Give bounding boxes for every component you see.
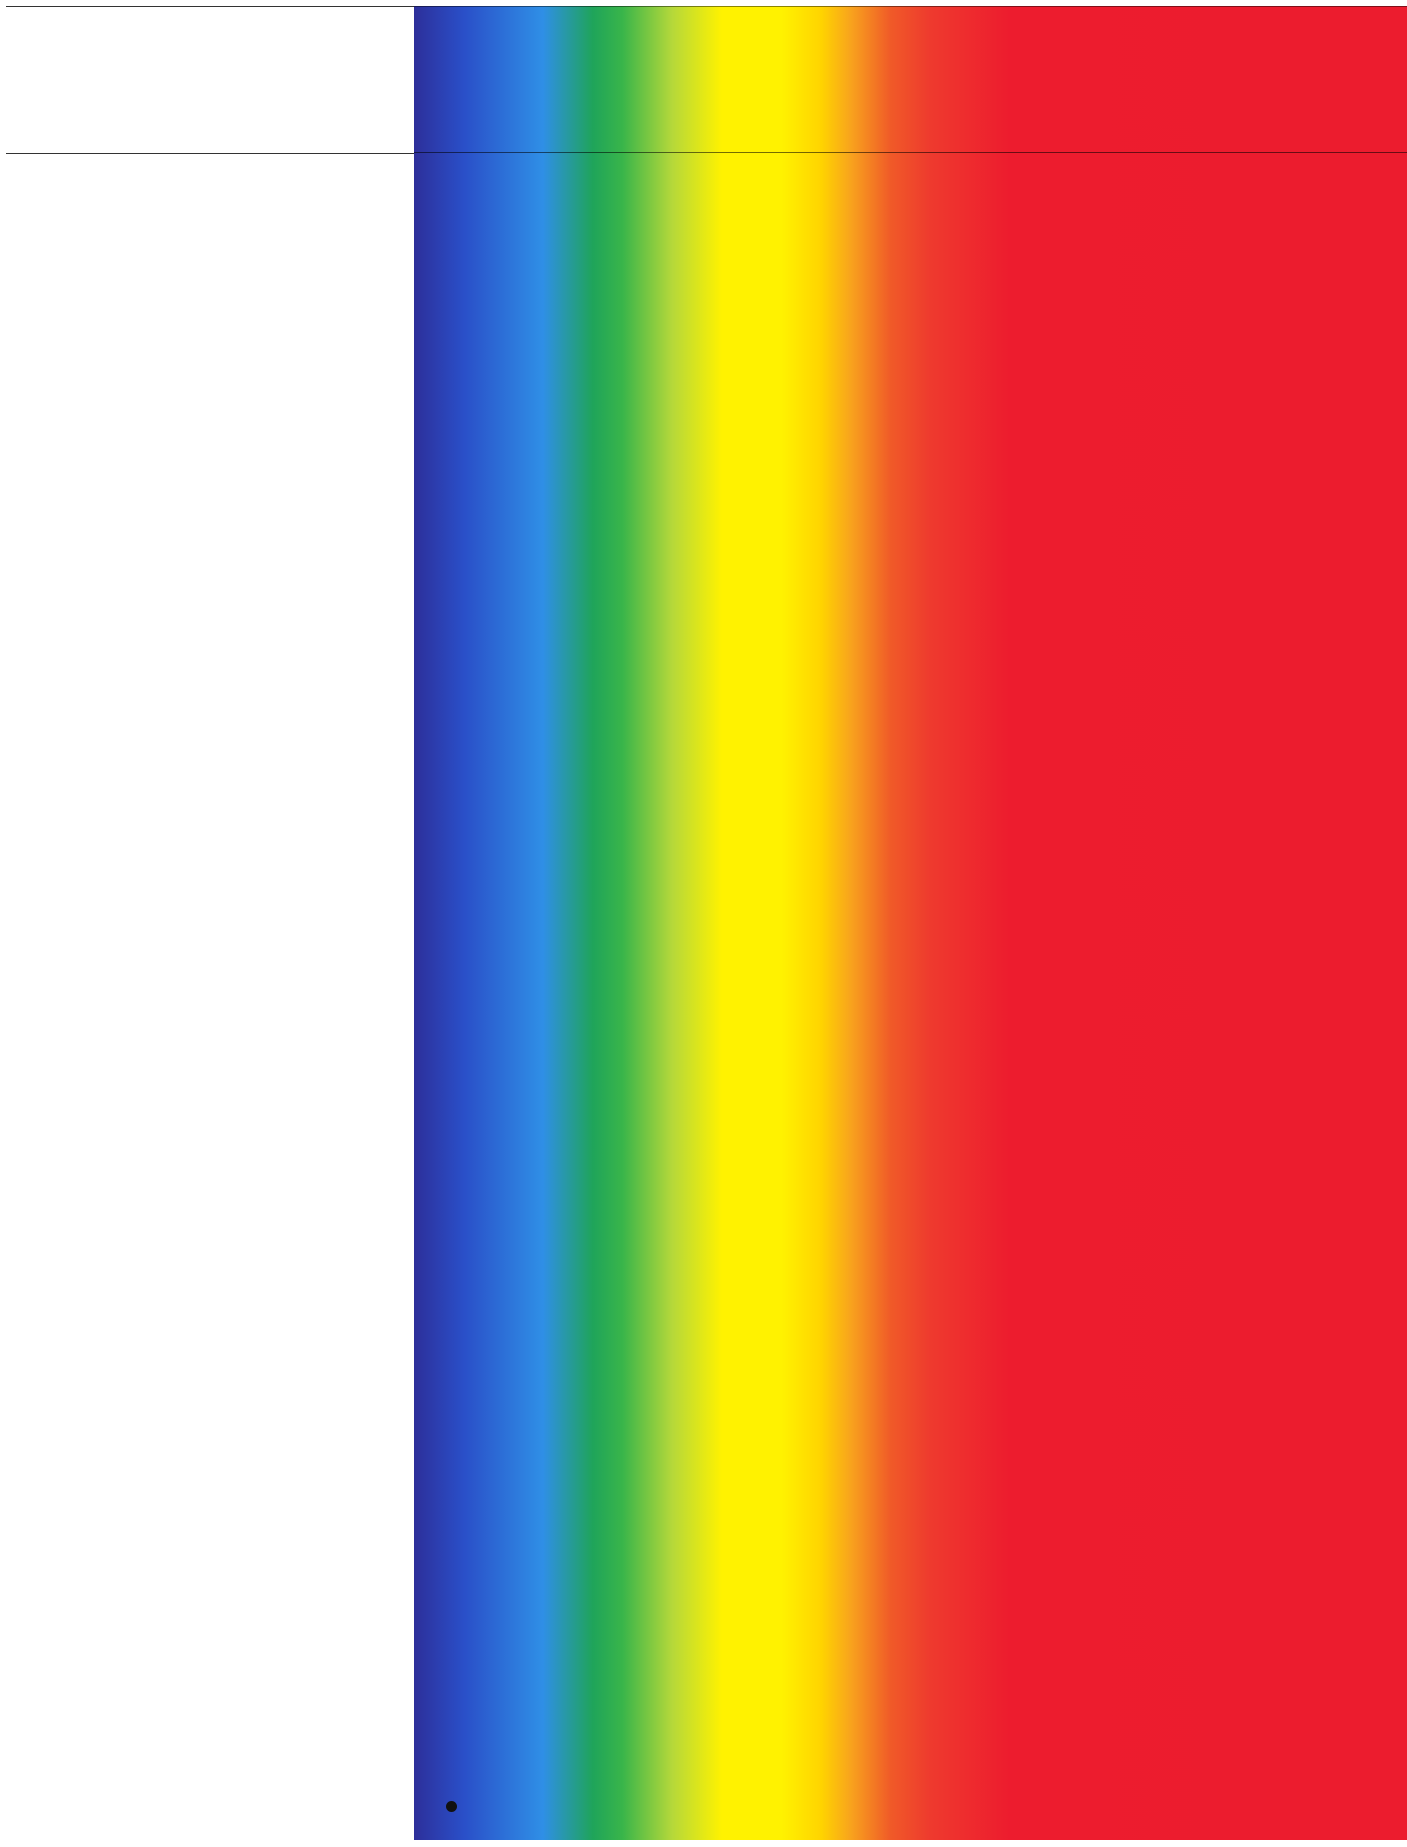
header-bottom-rule [414,152,1407,153]
legend-dot-icon [446,1801,457,1812]
color-spectrum-band [414,6,1407,1840]
legend [446,1795,459,1817]
table-header-label-cell [6,6,414,154]
header-top-rule [414,6,1407,7]
